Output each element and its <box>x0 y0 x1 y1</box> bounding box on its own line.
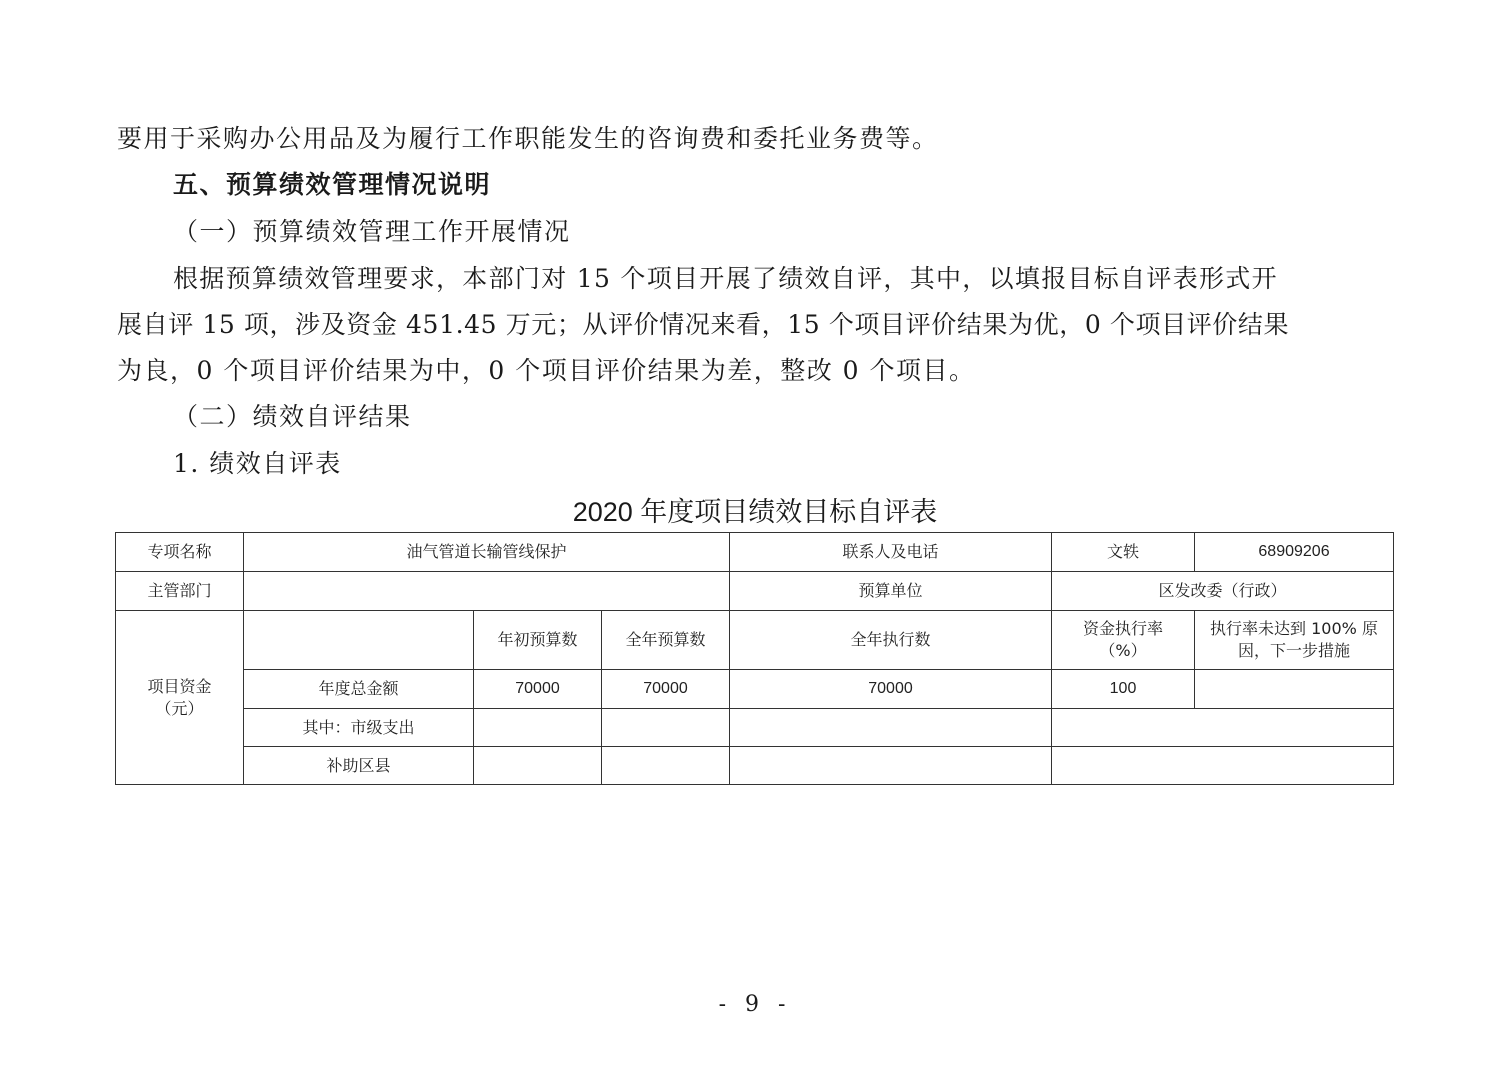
table-row-department <box>116 572 1394 611</box>
item-heading-self-evaluation-table: 1. 绩效自评表 <box>173 449 342 478</box>
body-text-line-2: 展自评 15 项，涉及资金 451.45 万元；从评价情况来看，15 个项目评价结果为优，0 个项目评价结果 <box>117 310 1290 339</box>
table-row-funds-header <box>116 611 1394 670</box>
city-expense-label: 其中：市级支出 <box>244 709 474 747</box>
label-project-name: 专项名称 <box>116 533 244 572</box>
city-annual-budget <box>602 709 730 747</box>
label-budget-unit: 预算单位 <box>730 572 1052 611</box>
table-row-city-expense <box>116 709 1394 747</box>
body-text-line-3: 为良，0 个项目评价结果为中，0 个项目评价结果为差，整改 0 个项目。 <box>117 356 976 385</box>
header-annual-budget: 全年预算数 <box>602 611 730 670</box>
district-subsidy-label: 补助区县 <box>244 747 474 785</box>
table-row-district-subsidy <box>116 747 1394 785</box>
district-annual-budget <box>602 747 730 785</box>
contact-phone-value: 68909206 <box>1195 533 1394 572</box>
subheading-self-evaluation-results: （二）绩效自评结果 <box>173 402 412 431</box>
table-title: 2020 年度项目绩效目标自评表 <box>572 497 938 527</box>
budget-unit-value: 区发改委（行政） <box>1052 572 1394 611</box>
table-row-total <box>116 670 1394 709</box>
total-reason <box>1195 670 1394 709</box>
header-initial-budget: 年初预算数 <box>474 611 602 670</box>
label-department: 主管部门 <box>116 572 244 611</box>
project-name-value: 油气管道长输管线保护 <box>244 533 730 572</box>
label-contact: 联系人及电话 <box>730 533 1052 572</box>
city-rate-reason <box>1052 709 1394 747</box>
table-row-project-name <box>116 533 1394 572</box>
contact-name-value: 文轶 <box>1052 533 1195 572</box>
page-number: - 9 - <box>718 992 792 1017</box>
header-reason: 执行率未达到 100% 原 因，下一步措施 <box>1195 611 1394 670</box>
district-rate-reason <box>1052 747 1394 785</box>
total-initial-budget: 70000 <box>474 670 602 709</box>
total-annual-execution: 70000 <box>730 670 1052 709</box>
performance-evaluation-table <box>115 532 1394 785</box>
total-annual-budget: 70000 <box>602 670 730 709</box>
district-annual-execution <box>730 747 1052 785</box>
label-project-funds: 项目资金 （元） <box>116 611 244 785</box>
subheading-performance-work: （一）预算绩效管理工作开展情况 <box>173 217 571 246</box>
department-value <box>244 572 730 611</box>
body-text-line-1: 根据预算绩效管理要求，本部门对 15 个项目开展了绩效自评，其中，以填报目标自评表形式开 <box>173 264 1278 293</box>
city-annual-execution <box>730 709 1052 747</box>
total-execution-rate: 100 <box>1052 670 1195 709</box>
section-heading-budget-performance: 五、预算绩效管理情况说明 <box>173 170 492 199</box>
text-line-procurement: 要用于采购办公用品及为履行工作职能发生的咨询费和委托业务费等。 <box>117 124 939 153</box>
header-annual-execution: 全年执行数 <box>730 611 1052 670</box>
header-execution-rate: 资金执行率 （%） <box>1052 611 1195 670</box>
city-initial-budget <box>474 709 602 747</box>
funds-header-blank <box>244 611 474 670</box>
district-initial-budget <box>474 747 602 785</box>
total-label: 年度总金额 <box>244 670 474 709</box>
